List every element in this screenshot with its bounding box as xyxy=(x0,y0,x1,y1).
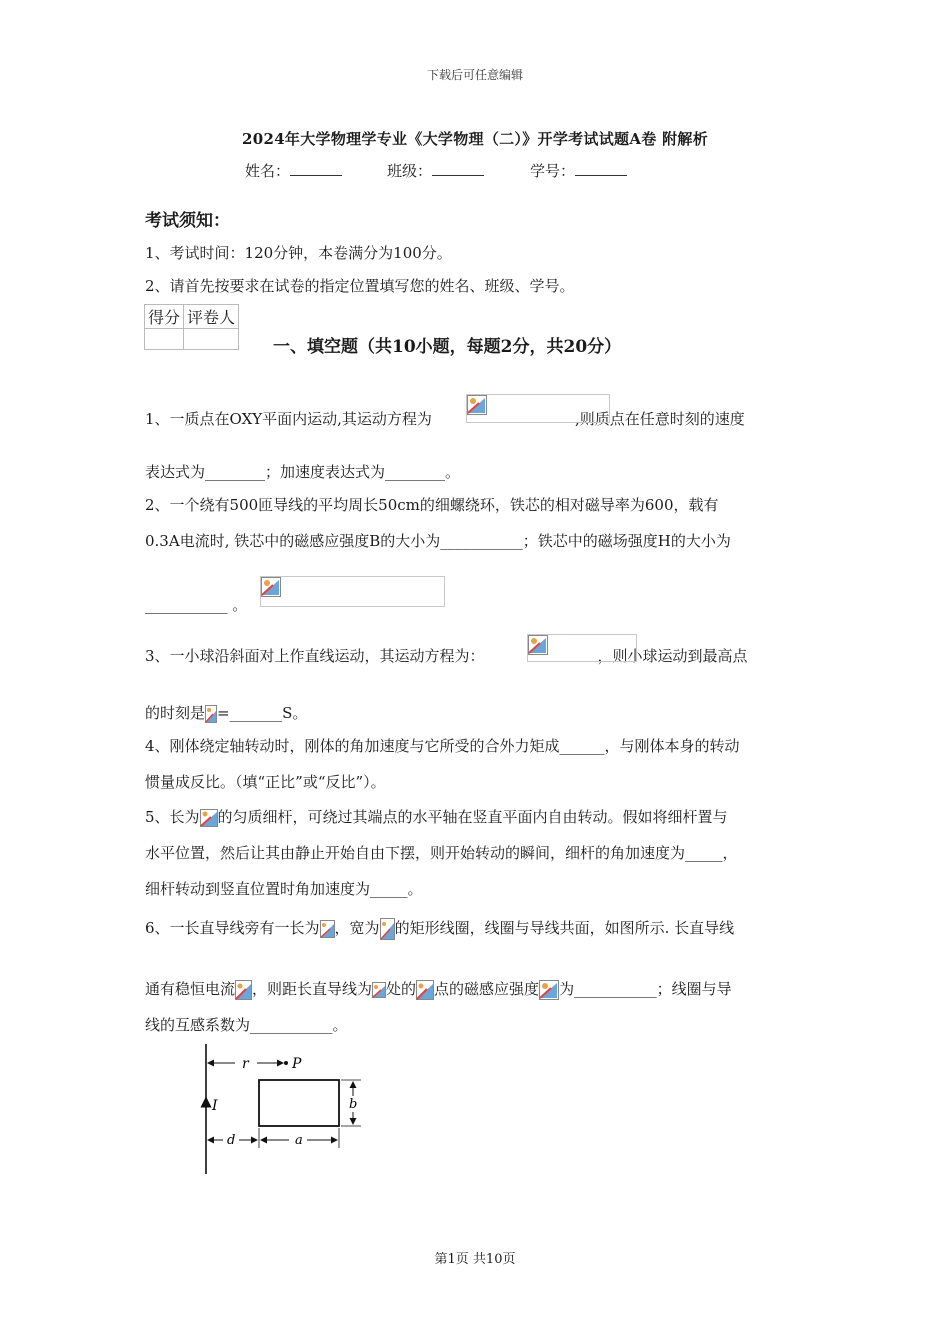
class-blank xyxy=(432,161,484,176)
q6-line-3: 线的互感系数为___________。 xyxy=(145,1016,348,1034)
q6-text-a3: 的矩形线圈，线圈与导线共面，如图所示. 长直导线 xyxy=(394,919,735,937)
q1-equation-image xyxy=(466,394,610,423)
q3-line-1 xyxy=(145,645,748,666)
q3-text-c2: =_______S。 xyxy=(217,704,308,722)
name-blank xyxy=(290,161,342,176)
q5-text-a2: 的匀质细杆，可绕过其端点的水平轴在竖直平面内自由转动。假如将细杆置与 xyxy=(217,808,728,826)
q5-text-a1: 5、长为 xyxy=(145,808,200,826)
score-header: 得分 xyxy=(145,305,184,329)
broken-image-icon xyxy=(200,809,218,827)
label-r: r xyxy=(242,1056,249,1072)
class-label: 班级： xyxy=(387,162,433,180)
page-footer: 第1页 共10页 xyxy=(434,1252,516,1267)
q1-text-a: 1、一质点在OXY平面内运动,其运动方程为 xyxy=(145,410,432,428)
rectangular-loop xyxy=(259,1080,339,1126)
point-P xyxy=(284,1061,288,1065)
name-field xyxy=(245,160,342,181)
q6-text-b3: 处的 xyxy=(386,980,417,998)
q3-line-2 xyxy=(145,702,307,723)
q3-text-a: 3、一小球沿斜面对上作直线运动，其运动方程为： xyxy=(145,647,485,665)
score-cell xyxy=(145,329,184,350)
q6-text-a2: ，宽为 xyxy=(334,919,380,937)
q1-text-b: ,则质点在任意时刻的速度 xyxy=(574,410,745,428)
q3-text-b: ，则小球运动到最高点 xyxy=(597,647,748,665)
grader-header: 评卷人 xyxy=(184,305,239,329)
q3-text-c1: 的时刻是 xyxy=(145,704,206,722)
wire-loop-figure xyxy=(195,1040,370,1180)
label-a: a xyxy=(295,1133,303,1148)
label-P: P xyxy=(292,1056,302,1072)
name-label: 姓名： xyxy=(245,162,291,180)
notice-heading: 考试须知： xyxy=(145,211,230,231)
broken-image-icon xyxy=(416,980,434,1000)
q2-line-2: 0.3A电流时, 铁芯中的磁感应强度B的大小为___________；铁芯中的磁场强度H的大小为 xyxy=(145,532,731,550)
q6-text-a1: 6、一长直导线旁有一长为 xyxy=(145,919,320,937)
q6-text-b5: 为___________；线圈与导 xyxy=(559,980,732,998)
notice-item-2: 2、请首先按要求在试卷的指定位置填写您的姓名、班级、学号。 xyxy=(145,277,575,295)
id-blank xyxy=(575,161,627,176)
q2-line-1: 2、一个绕有500匝导线的平均周长50cm的细螺绕环，铁芯的相对磁导率为600，载有 xyxy=(145,496,719,514)
q6-text-b1: 通有稳恒电流 xyxy=(145,980,236,998)
broken-image-icon xyxy=(205,705,217,723)
q6-text-b2: ，则距长直导线为 xyxy=(252,980,373,998)
class-field xyxy=(387,160,484,181)
label-I: I xyxy=(212,1098,218,1114)
q4-line-2: 惯量成反比。（填“正比”或“反比”）。 xyxy=(145,773,386,791)
q6-line-2 xyxy=(145,978,732,1000)
broken-image-icon xyxy=(467,395,487,419)
q5-line-3: 细杆转动到竖直位置时角加速度为_____。 xyxy=(145,880,423,898)
broken-image-icon xyxy=(261,577,281,601)
page-header: 下载后可任意编辑 xyxy=(426,68,523,82)
q6-line-1 xyxy=(145,917,734,940)
section-title: 一、填空题（共10小题，每题2分，共20分） xyxy=(273,337,622,357)
q1-line-2: 表达式为________；加速度表达式为________。 xyxy=(145,463,461,481)
q4-line-1: 4、刚体绕定轴转动时，刚体的角加速度与它所受的合外力矩成______，与刚体本身的转动 xyxy=(145,737,740,755)
q5-line-2: 水平位置，然后让其由静止开始自由下摆，则开始转动的瞬间，细杆的角加速度为_____， xyxy=(145,844,738,862)
q1-line-1 xyxy=(145,408,745,429)
broken-image-icon xyxy=(528,635,548,659)
notice-item-1: 1、考试时间：120分钟，本卷满分为100分。 xyxy=(145,244,452,262)
grader-cell xyxy=(184,329,239,350)
broken-image-icon xyxy=(539,980,559,1000)
id-label: 学号： xyxy=(530,162,576,180)
q2-line-3: ___________ 。 xyxy=(145,596,248,614)
id-field xyxy=(530,160,627,181)
q6-text-b4: 点的磁感应强度 xyxy=(434,980,540,998)
q5-line-1 xyxy=(145,806,728,827)
q2-equation-image xyxy=(260,576,445,607)
broken-image-icon xyxy=(235,980,252,1000)
broken-image-icon xyxy=(320,920,335,938)
label-d: d xyxy=(227,1133,236,1148)
broken-image-icon xyxy=(380,918,395,940)
broken-image-icon xyxy=(372,982,386,998)
score-table xyxy=(144,304,239,350)
exam-title: 2024年大学物理学专业《大学物理（二）》开学考试试题A卷 附解析 xyxy=(241,130,708,148)
label-b: b xyxy=(349,1097,358,1112)
